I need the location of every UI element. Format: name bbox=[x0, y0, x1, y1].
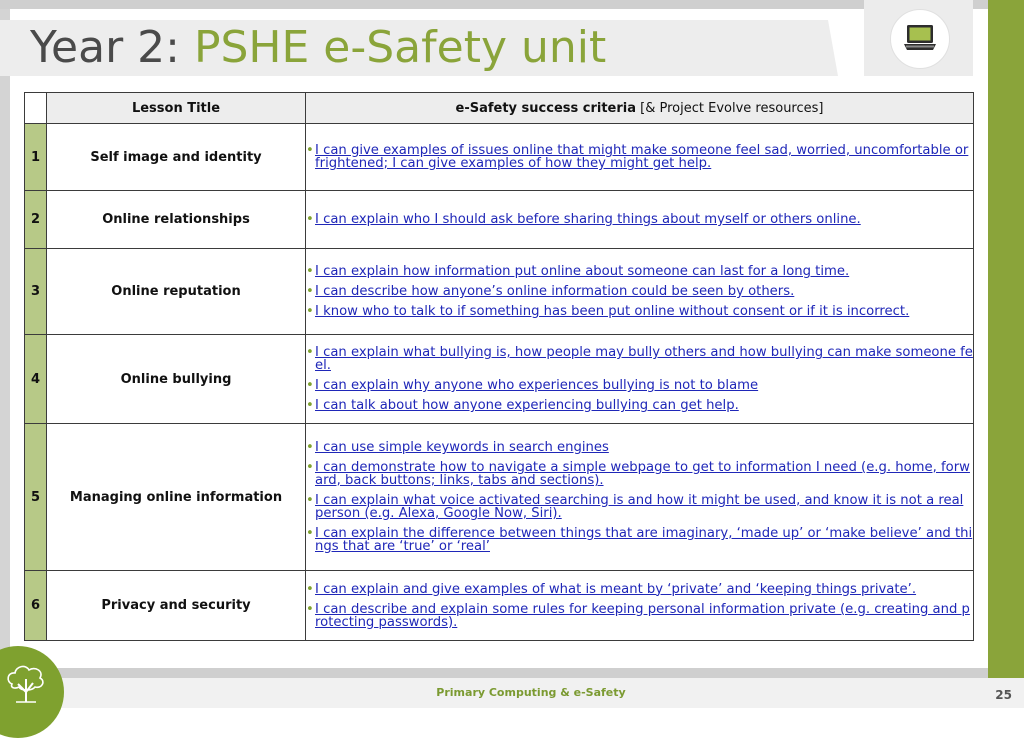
criteria-link[interactable]: • I can describe and explain some rules for keeping personal information private (e.g. creating and protecting passwords). bbox=[306, 603, 973, 629]
lesson-number: 2 bbox=[25, 191, 47, 249]
header-lesson-title: Lesson Title bbox=[47, 93, 306, 124]
header-criteria-bold: e-Safety success criteria bbox=[455, 100, 637, 116]
lesson-number: 5 bbox=[25, 424, 47, 571]
lesson-number: 1 bbox=[25, 124, 47, 191]
table-row bbox=[25, 249, 974, 335]
title-prefix: Year 2: bbox=[30, 22, 194, 73]
criteria-link[interactable]: • I can explain what bullying is, how people may bully others and how bullying can make someone feel. bbox=[306, 346, 973, 372]
title-accent: PSHE e-Safety unit bbox=[193, 22, 607, 73]
criteria-cell bbox=[306, 335, 974, 424]
criteria-cell bbox=[306, 424, 974, 571]
criteria-link[interactable]: • I can explain why anyone who experiences bullying is not to blame bbox=[306, 379, 973, 392]
bottom-border bbox=[10, 668, 988, 678]
lesson-title: Online relationships bbox=[47, 191, 306, 249]
criteria-cell bbox=[306, 124, 974, 191]
lesson-title: Self image and identity bbox=[47, 124, 306, 191]
right-accent-bar bbox=[988, 0, 1024, 678]
criteria-link[interactable]: • I can explain how information put online about someone can last for a long time. bbox=[306, 265, 973, 278]
laptop-icon bbox=[890, 9, 950, 69]
left-border bbox=[0, 9, 10, 671]
criteria-link[interactable]: • I can give examples of issues online that might make someone feel sad, worried, uncomfortable or frightened; I can give examples of how they might get help. bbox=[306, 144, 973, 170]
table-row bbox=[25, 335, 974, 424]
table-row bbox=[25, 191, 974, 249]
page-number: 25 bbox=[995, 688, 1012, 702]
criteria-cell bbox=[306, 249, 974, 335]
table-row bbox=[25, 424, 974, 571]
criteria-link[interactable]: • I can talk about how anyone experiencing bullying can get help. bbox=[306, 399, 973, 412]
table-row bbox=[25, 124, 974, 191]
lesson-number: 4 bbox=[25, 335, 47, 424]
esafety-table bbox=[24, 92, 974, 641]
header-success-criteria bbox=[306, 93, 974, 124]
table-row bbox=[25, 571, 974, 641]
lesson-number: 3 bbox=[25, 249, 47, 335]
criteria-link[interactable]: • I can explain and give examples of what is meant by ‘private’ and ‘keeping things private’. bbox=[306, 583, 973, 596]
lesson-number: 6 bbox=[25, 571, 47, 641]
tree-logo-icon bbox=[0, 646, 64, 738]
criteria-link[interactable]: • I know who to talk to if something has been put online without consent or if it is incorrect. bbox=[306, 305, 973, 318]
criteria-link[interactable]: • I can demonstrate how to navigate a simple webpage to get to information I need (e.g. home, forward, back buttons; links, tabs and sections). bbox=[306, 461, 973, 487]
lesson-title: Privacy and security bbox=[47, 571, 306, 641]
lesson-title: Managing online information bbox=[47, 424, 306, 571]
top-border bbox=[0, 0, 988, 9]
criteria-link[interactable]: • I can explain who I should ask before sharing things about myself or others online. bbox=[306, 213, 973, 226]
criteria-link[interactable]: • I can explain the difference between things that are imaginary, ‘made up’ or ‘make believe’ and things that are ‘true’ or ‘real’ bbox=[306, 527, 973, 553]
page-title bbox=[30, 20, 606, 76]
footer-text: Primary Computing & e-Safety bbox=[436, 686, 626, 699]
lesson-title: Online reputation bbox=[47, 249, 306, 335]
header-blank-cell bbox=[25, 93, 47, 124]
criteria-cell bbox=[306, 571, 974, 641]
lesson-title: Online bullying bbox=[47, 335, 306, 424]
criteria-link[interactable]: • I can use simple keywords in search engines bbox=[306, 441, 973, 454]
criteria-link[interactable]: • I can describe how anyone’s online information could be seen by others. bbox=[306, 285, 973, 298]
criteria-cell bbox=[306, 191, 974, 249]
header-criteria-note: [& Project Evolve resources] bbox=[636, 100, 824, 116]
criteria-link[interactable]: • I can explain what voice activated searching is and how it might be used, and know it is not a real person (e.g. Alexa, Google Now, Siri). bbox=[306, 494, 973, 520]
table-header-row bbox=[25, 93, 974, 124]
